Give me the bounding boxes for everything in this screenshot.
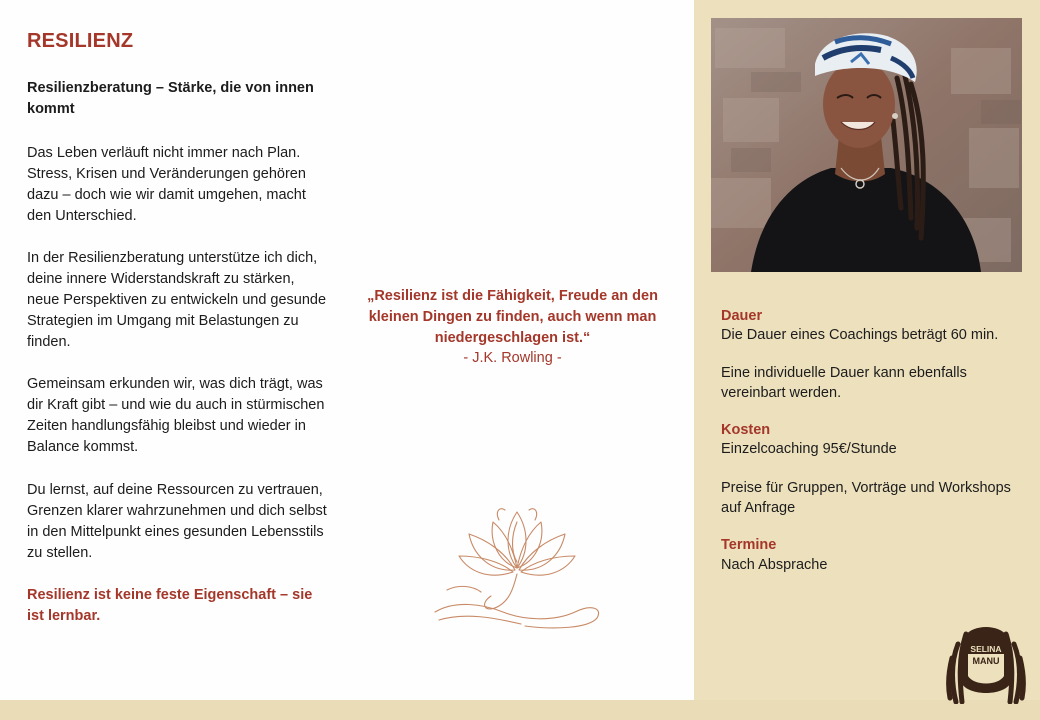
kosten-note: Preise für Gruppen, Vorträge und Workshops auf Anfrage [721, 480, 1011, 516]
dauer-note: Eine individuelle Dauer kann ebenfalls vereinbart werden. [721, 365, 967, 401]
kosten-text: Einzelcoaching 95€/Stunde [721, 441, 897, 457]
bottom-band [0, 700, 1040, 720]
dauer-label: Dauer [721, 308, 763, 324]
logo-line-1: SELINA [970, 644, 1002, 654]
portrait-photo [711, 18, 1022, 272]
kosten-label: Kosten [721, 422, 771, 438]
quote-text: „Resilienz ist die Fähigkeit, Freude an den kleinen Dingen zu finden, auch wenn man niedergeschlagen ist.“ [367, 288, 658, 346]
paragraph-support: In der Resilienzberatung unterstütze ich dich, deine innere Widerstandskraft zu stärken, neue Perspektiven zu entwickeln und gesunde Strategien im Umgang mit Belastungen zu finden. [27, 250, 327, 350]
paragraph-together: Gemeinsam erkunden wir, was dich trägt, was dir Kraft gibt – und wie du auch in stürmischen Zeiten handlungsfähig bleibst und wieder in Balance kommst. [27, 376, 325, 455]
lotus-icon [425, 500, 610, 632]
termine-text: Nach Absprache [721, 557, 828, 573]
page-title: RESILIENZ [27, 30, 134, 52]
quote-author: - J.K. Rowling - [463, 350, 562, 366]
paragraph-intro: Das Leben verläuft nicht immer nach Plan. Stress, Krisen und Veränderungen gehören dazu – doch wie wir damit umgehen, macht den Unterschied. [27, 145, 306, 224]
logo-line-2: MANU [972, 656, 1000, 666]
page-subtitle: Resilienzberatung – Stärke, die von innen kommt [27, 80, 314, 117]
paragraph-learn: Du lernst, auf deine Ressourcen zu vertrauen, Grenzen klarer wahrzunehmen und dich selbst in den Mittelpunkt eines gesunden Lebensstils zu stellen. [27, 482, 327, 561]
dauer-text: Die Dauer eines Coachings beträgt 60 min. [721, 327, 999, 343]
termine-label: Termine [721, 537, 777, 553]
selina-manu-logo [946, 614, 1026, 704]
portrait-image [711, 18, 1022, 272]
closing-statement: Resilienz ist keine feste Eigenschaft – sie ist lernbar. [27, 587, 313, 624]
